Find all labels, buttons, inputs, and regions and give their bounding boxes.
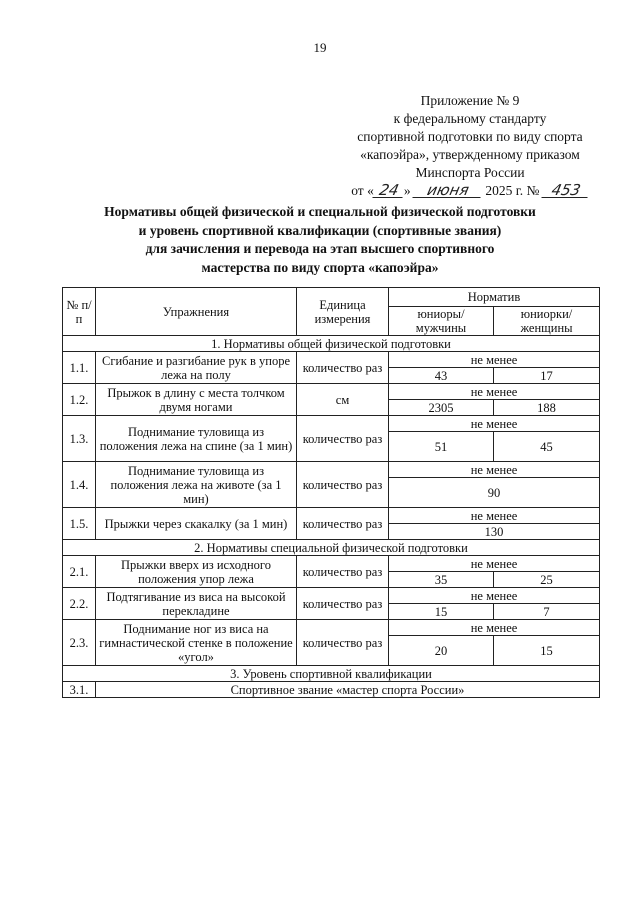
row-num: 1.1. xyxy=(63,352,96,384)
page-number: 19 xyxy=(313,40,327,55)
header-unit: Единица измерения xyxy=(297,288,389,336)
row-exercise: Прыжки через скакалку (за 1 мин) xyxy=(96,508,297,540)
section-title: 1. Нормативы общей физической подготовки xyxy=(63,336,600,352)
header-female: юниорки/ женщины xyxy=(494,307,600,336)
row-exercise: Прыжки вверх из исходного положения упор лежа xyxy=(96,556,297,588)
row-exercise: Поднимание туловища из положения лежа на спине (за 1 мин) xyxy=(96,416,297,462)
row-num: 3.1. xyxy=(63,682,96,698)
row-female-value: 15 xyxy=(494,636,600,666)
title-line: мастерства по виду спорта «капоэйра» xyxy=(201,259,439,275)
row-both-value: 90 xyxy=(389,478,600,508)
date-year: 2025 г. № xyxy=(485,183,540,198)
row-exercise: Сгибание и разгибание рук в упоре лежа на полу xyxy=(96,352,297,384)
row-condition: не менее xyxy=(389,508,600,524)
row-female-value: 188 xyxy=(494,400,600,416)
table-row xyxy=(63,620,600,636)
row-male-value: 51 xyxy=(389,432,494,462)
section-row xyxy=(63,540,600,556)
row-unit: количество раз xyxy=(297,462,389,508)
row-exercise: Поднимание ног из виса на гимнастической стенке в положение «угол» xyxy=(96,620,297,666)
row-male-value: 35 xyxy=(389,572,494,588)
row-male-value: 2305 xyxy=(389,400,494,416)
row-unit: см xyxy=(297,384,389,416)
header-num: № п/п xyxy=(63,288,96,336)
table-row xyxy=(63,508,600,524)
annex-header xyxy=(330,92,610,200)
row-male-value: 15 xyxy=(389,604,494,620)
row-exercise: Спортивное звание «мастер спорта России» xyxy=(96,682,600,698)
row-unit: количество раз xyxy=(297,352,389,384)
table-row xyxy=(63,384,600,400)
row-num: 1.3. xyxy=(63,416,96,462)
annex-date-line xyxy=(330,182,610,200)
row-condition: не менее xyxy=(389,416,600,432)
annex-line: Приложение № 9 xyxy=(420,93,520,108)
row-num: 1.2. xyxy=(63,384,96,416)
row-unit: количество раз xyxy=(297,416,389,462)
annex-line: к федеральному стандарту xyxy=(393,111,547,126)
table-row xyxy=(63,588,600,604)
row-female-value: 7 xyxy=(494,604,600,620)
row-female-value: 45 xyxy=(494,432,600,462)
row-unit: количество раз xyxy=(297,620,389,666)
table-row xyxy=(63,352,600,368)
annex-line: «капоэйра», утвержденному приказом xyxy=(360,147,580,162)
row-condition: не менее xyxy=(389,588,600,604)
row-male-value: 20 xyxy=(389,636,494,666)
row-num: 2.1. xyxy=(63,556,96,588)
row-num: 2.3. xyxy=(63,620,96,666)
date-sep: » xyxy=(403,183,411,198)
row-exercise: Прыжок в длину с места толчком двумя ногами xyxy=(96,384,297,416)
row-condition: не менее xyxy=(389,462,600,478)
table-row xyxy=(63,462,600,478)
header-male: юниоры/ мужчины xyxy=(389,307,494,336)
title-line: Нормативы общей физической и специальной физической подготовки xyxy=(104,204,536,219)
row-unit: количество раз xyxy=(297,508,389,540)
row-male-value: 43 xyxy=(389,368,494,384)
section-title: 2. Нормативы специальной физической подготовки xyxy=(63,540,600,556)
row-condition: не менее xyxy=(389,556,600,572)
row-exercise: Подтягивание из виса на высокой перекладине xyxy=(96,588,297,620)
table-header-row xyxy=(63,288,600,307)
title-line: и уровень спортивной квалификации (спортивные звания) xyxy=(138,222,502,238)
row-condition: не менее xyxy=(389,352,600,368)
annex-line: спортивной подготовки по виду спорта xyxy=(357,129,583,144)
section-row xyxy=(63,666,600,682)
date-prefix: от « xyxy=(351,183,374,198)
date-month-handwritten: июня xyxy=(412,183,483,198)
row-exercise: Поднимание туловища из положения лежа на животе (за 1 мин) xyxy=(96,462,297,508)
title-line: для зачисления и перевода на этап высшего спортивного xyxy=(145,241,495,256)
row-both-value: 130 xyxy=(389,524,600,540)
row-condition: не менее xyxy=(389,384,600,400)
header-exercise: Упражнения xyxy=(96,288,297,336)
row-num: 1.4. xyxy=(63,462,96,508)
document-title xyxy=(60,203,580,277)
row-condition: не менее xyxy=(389,620,600,636)
row-unit: количество раз xyxy=(297,556,389,588)
row-unit: количество раз xyxy=(297,588,389,620)
header-norm: Норматив xyxy=(389,288,600,307)
date-day-handwritten: 24 xyxy=(372,183,405,198)
row-female-value: 25 xyxy=(494,572,600,588)
table-row xyxy=(63,416,600,432)
section-title: 3. Уровень спортивной квалификации xyxy=(63,666,600,682)
table-row xyxy=(63,682,600,698)
row-num: 2.2. xyxy=(63,588,96,620)
order-number-handwritten: 453 xyxy=(541,183,590,198)
annex-line: Минспорта России xyxy=(415,165,525,180)
norms-table xyxy=(62,287,600,698)
table-row xyxy=(63,556,600,572)
row-female-value: 17 xyxy=(494,368,600,384)
section-row xyxy=(63,336,600,352)
row-num: 1.5. xyxy=(63,508,96,540)
